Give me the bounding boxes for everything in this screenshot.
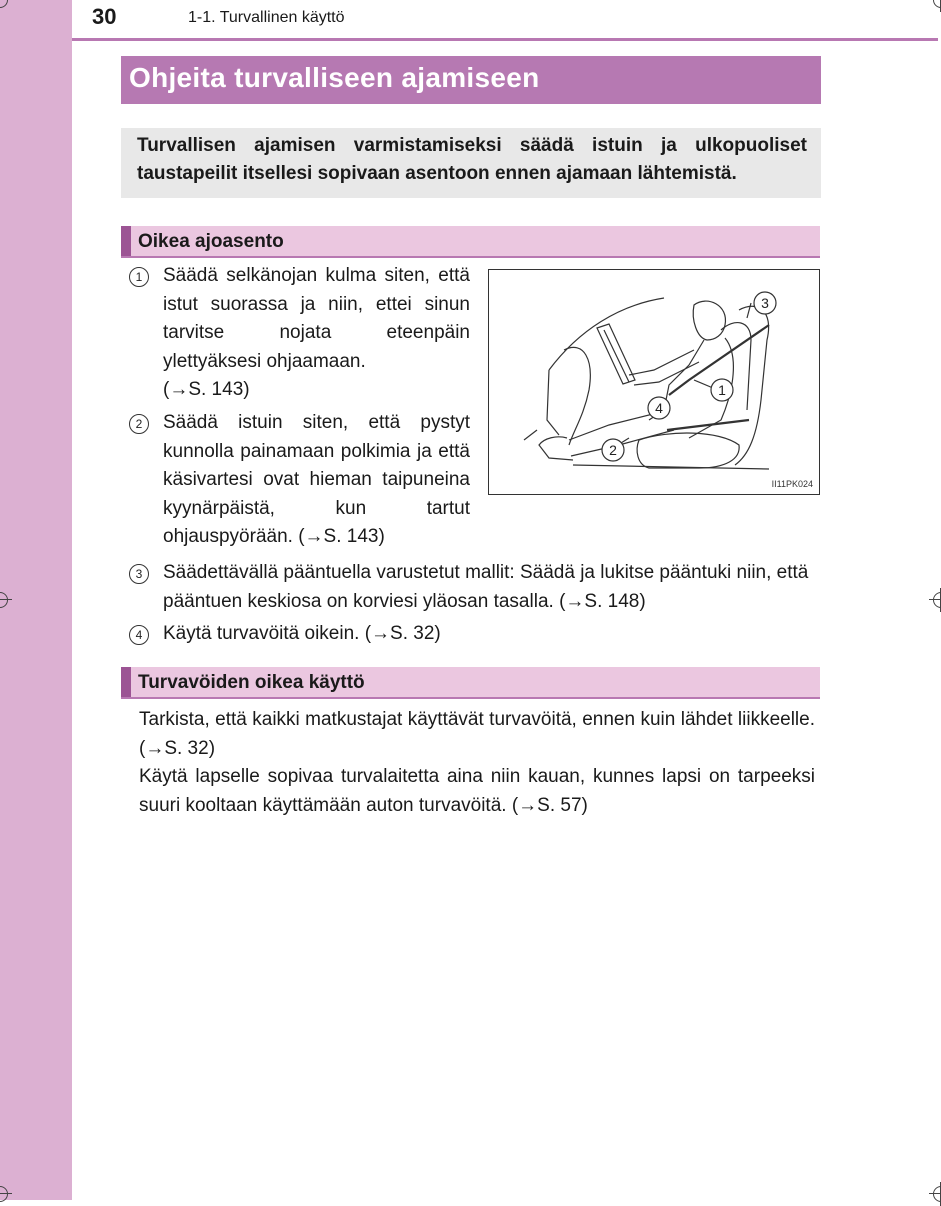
section-heading-driving-position bbox=[121, 226, 820, 258]
list-item-ref: (→S. 143) bbox=[163, 379, 250, 400]
seating-position-illustration bbox=[488, 269, 820, 495]
registration-mark-icon bbox=[0, 1182, 12, 1206]
running-header: 1-1. Turvallinen käyttö bbox=[188, 9, 345, 26]
figure-label: 4 bbox=[655, 400, 663, 416]
list-item: Säädettävällä pääntuella varustetut mallit: Säädä ja lukitse pääntuki niin, että pääntuen keskiosa on korviesi yläosan tasalla. (→S. 148) bbox=[163, 562, 809, 612]
list-item bbox=[163, 262, 470, 405]
body-paragraph: Tarkista, että kaikki matkustajat käyttävät turvavöitä, ennen kuin lähdet liikkeelle. (→S. 32) bbox=[139, 709, 815, 759]
registration-mark-icon bbox=[0, 588, 12, 612]
item-marker: 1 bbox=[129, 267, 149, 287]
registration-mark-icon bbox=[0, 0, 12, 12]
section-heading-label: Turvavöiden oikea käyttö bbox=[138, 672, 365, 693]
registration-mark-icon bbox=[929, 0, 941, 12]
registration-mark-icon bbox=[929, 588, 941, 612]
header-rule bbox=[72, 38, 938, 41]
figure-label: 3 bbox=[761, 295, 769, 311]
page-title: Ohjeita turvalliseen ajamiseen bbox=[129, 62, 540, 93]
figure-code: II11PK024 bbox=[771, 479, 813, 489]
item-marker: 2 bbox=[129, 414, 149, 434]
figure-label: 1 bbox=[718, 382, 726, 398]
list-item: Käytä turvavöitä oikein. (→S. 32) bbox=[163, 623, 441, 644]
title-bar bbox=[121, 56, 821, 104]
page-number: 30 bbox=[92, 4, 117, 29]
intro-box: Turvallisen ajamisen varmistamiseksi säädä istuin ja ulkopuoliset taustapeilit itsellesi sopivaan asentoon ennen ajamaan lähtemistä. bbox=[121, 128, 821, 198]
list-item: Säädä istuin siten, että pystyt kunnolla painamaan polkimia ja että käsivartesi ovat hieman taipuneina kyynärpäistä, kun tartut ohjauspyörään. (→S. 143) bbox=[163, 412, 470, 547]
section-heading-seatbelt-use bbox=[121, 667, 820, 699]
list-item-text: Säädä selkänojan kulma siten, että istut suorassa ja niin, ettei sinun tarvitse nojata eteenpäin ylettyäksesi ohjaamaan. bbox=[163, 265, 470, 372]
registration-mark-icon bbox=[929, 1182, 941, 1206]
figure-label: 2 bbox=[609, 442, 617, 458]
item-marker: 4 bbox=[129, 625, 149, 645]
driver-seat-drawing bbox=[489, 270, 819, 494]
body-paragraph: Käytä lapselle sopivaa turvalaitetta aina niin kauan, kunnes lapsi on tarpeeksi suuri kooltaan käyttämään auton turvavöitä. (→S. 57) bbox=[139, 766, 815, 816]
section-heading-label: Oikea ajoasento bbox=[138, 231, 284, 252]
item-marker: 3 bbox=[129, 564, 149, 584]
